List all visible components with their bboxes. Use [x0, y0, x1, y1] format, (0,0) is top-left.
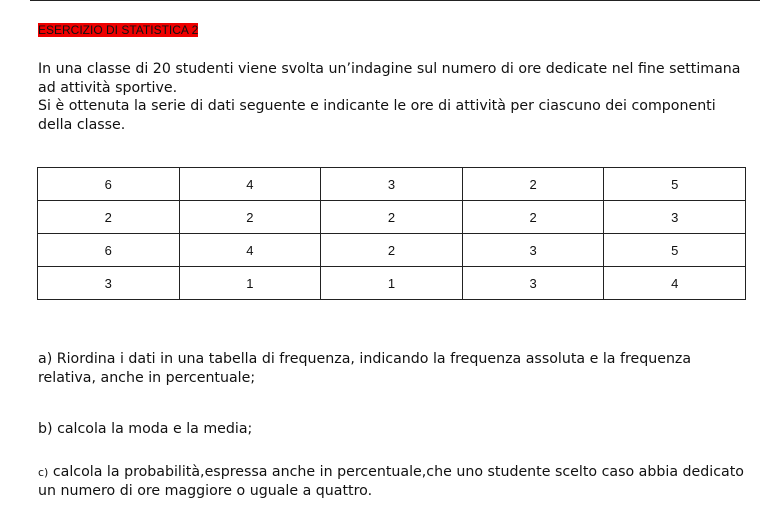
table-cell: 3: [462, 234, 604, 267]
table-cell: 2: [38, 201, 180, 234]
question-b-text: calcola la moda e la media;: [57, 421, 253, 437]
exercise-title: [38, 23, 200, 37]
table-row: [38, 234, 746, 267]
table-cell: 2: [462, 168, 604, 201]
table-cell: 4: [604, 267, 746, 300]
table-cell: 6: [38, 168, 180, 201]
table-cell: 6: [38, 234, 180, 267]
table-row: [38, 168, 746, 201]
table-cell: 3: [321, 168, 463, 201]
table-cell: 5: [604, 234, 746, 267]
question-c-text: calcola la probabilità,espressa anche in percentuale,che uno studente scelto caso abbia dedicato un numero di ore maggiore o uguale a quattro.: [38, 464, 744, 499]
table-cell: 4: [179, 234, 321, 267]
table-cell: 2: [179, 201, 321, 234]
table-cell: 5: [604, 168, 746, 201]
question-a: [38, 350, 750, 388]
top-divider: [30, 0, 760, 1]
data-table: [37, 167, 746, 300]
table-cell: 2: [321, 234, 463, 267]
table-cell: 4: [179, 168, 321, 201]
table-cell: 2: [321, 201, 463, 234]
table-row: [38, 267, 746, 300]
question-c: [38, 463, 750, 501]
question-a-letter: a): [38, 351, 53, 367]
intro-text: [38, 60, 753, 134]
intro-paragraph-2: Si è ottenuta la serie di dati seguente e indicante le ore di attività per ciascuno dei componenti della classe.: [38, 98, 716, 133]
question-b-letter: b): [38, 421, 53, 437]
table-cell: 2: [462, 201, 604, 234]
exercise-title-text: ESERCIZIO DI STATISTICA 2: [38, 23, 199, 37]
table-cell: 3: [462, 267, 604, 300]
table-cell: 3: [604, 201, 746, 234]
question-c-letter: c): [38, 466, 49, 479]
intro-paragraph-1: In una classe di 20 studenti viene svolta un’indagine sul numero di ore dedicate nel fine settimana ad attività sportive.: [38, 61, 741, 96]
table-cell: 1: [179, 267, 321, 300]
question-b: [38, 420, 750, 439]
table-cell: 1: [321, 267, 463, 300]
table-cell: 3: [38, 267, 180, 300]
table-row: [38, 201, 746, 234]
question-a-text: Riordina i dati in una tabella di frequenza, indicando la frequenza assoluta e la frequenza relativa, anche in percentuale;: [38, 351, 692, 386]
